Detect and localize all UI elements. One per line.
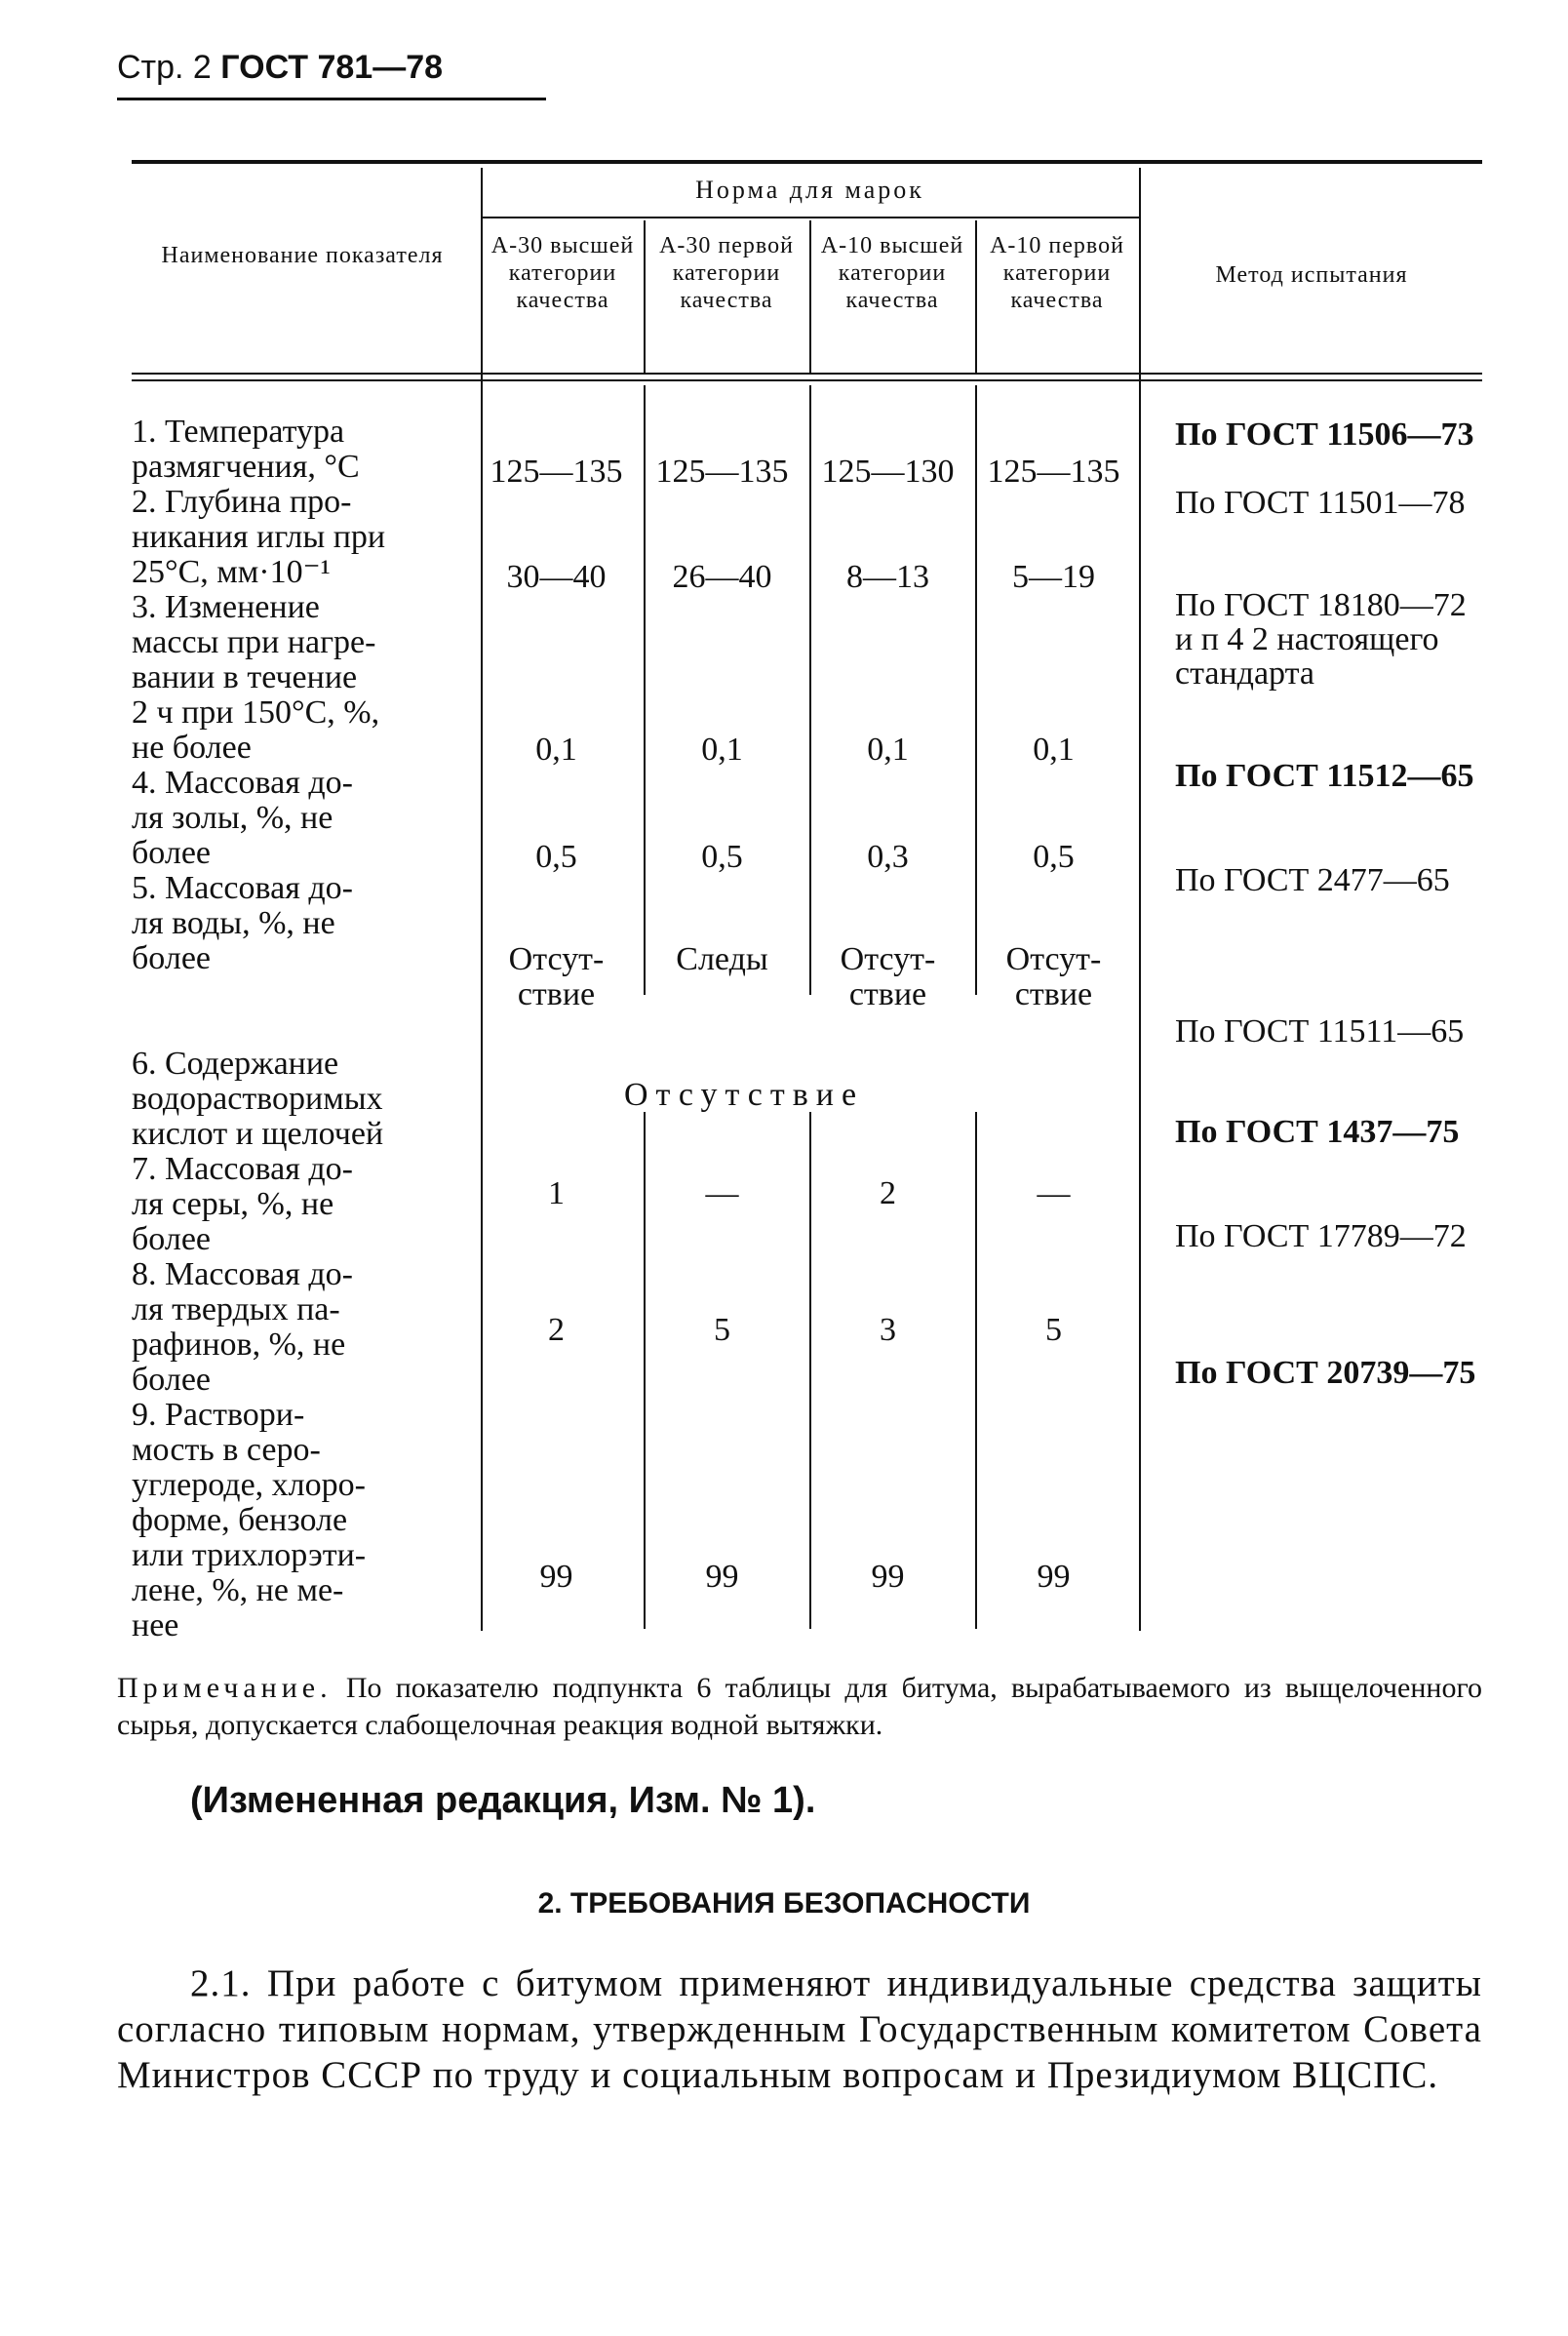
note-text: По показателю подпункта 6 таблицы для битума, вырабатываемого из выщелоченного сырья, допускается слабощелочная реакция водной вытяжки.: [117, 1672, 1482, 1741]
header-grade-1: A-30 высшей категории качества: [490, 233, 635, 313]
indicator-line: 2 ч при 150°С, %,: [132, 694, 380, 731]
method-1: По ГОСТ 11506—73: [1175, 416, 1474, 453]
standard-code: ГОСТ 781—78: [220, 49, 444, 86]
col-divider-4: [975, 220, 977, 373]
indicator-line: 6. Содержание: [132, 1046, 339, 1082]
indicator-line: углероде, хлоро-: [132, 1467, 366, 1503]
value-penetration-4: 5—19: [1012, 559, 1095, 595]
value-sulfur-3: 2: [880, 1175, 896, 1211]
indicator-line: 4. Массовая до-: [132, 765, 353, 801]
value-ash-3: 0,3: [867, 839, 909, 875]
header-norm: Норма для марок: [695, 176, 924, 204]
indicator-line: более: [132, 835, 211, 871]
method-3: По ГОСТ 18180—72 и п 4 2 настоящего стандарта: [1175, 587, 1467, 692]
indicator-line: 1. Температура: [132, 414, 345, 450]
col-divider-3: [809, 220, 811, 373]
note-lead: Примечание.: [117, 1672, 333, 1704]
header-grade-3: A-10 высшей категории качества: [820, 233, 964, 313]
value-ash-1: 0,5: [535, 839, 577, 875]
table-top-rule: [132, 160, 1482, 164]
indicator-line: нее: [132, 1607, 179, 1643]
indicator-line: массы при нагре-: [132, 624, 376, 660]
value-solubility-2: 99: [705, 1559, 739, 1595]
value-paraffin-4: 5: [1045, 1312, 1062, 1348]
value-mass-change-4: 0,1: [1033, 732, 1075, 768]
value-solubility-4: 99: [1037, 1559, 1071, 1595]
indicator-line: 25°С, мм·10⁻¹: [132, 554, 331, 590]
value-sulfur-4: —: [1037, 1175, 1071, 1211]
indicator-line: мость в серо-: [132, 1432, 321, 1468]
value-solubility-1: 99: [539, 1559, 573, 1595]
indicator-line: 5. Массовая до-: [132, 870, 353, 906]
method-5: По ГОСТ 2477—65: [1175, 862, 1450, 898]
value-water-3a: Отсут-: [840, 941, 936, 977]
method-2: По ГОСТ 11501—78: [1175, 485, 1466, 521]
norm-rule: [481, 217, 1139, 218]
value-softening-3: 125—130: [821, 454, 955, 490]
value-sulfur-2: —: [705, 1175, 739, 1211]
indicator-line: более: [132, 1221, 211, 1257]
value-water-2a: Следы: [676, 941, 768, 977]
value-softening-2: 125—135: [655, 454, 789, 490]
indicator-line: лене, %, не ме-: [132, 1572, 344, 1608]
col-divider-5: [1139, 168, 1141, 1631]
value-solubility-3: 99: [871, 1559, 905, 1595]
indicator-line: форме, бензоле: [132, 1502, 348, 1538]
value-water-1a: Отсут-: [508, 941, 605, 977]
indicator-line: ля золы, %, не: [132, 800, 333, 836]
value-softening-4: 125—135: [987, 454, 1120, 490]
method-4: По ГОСТ 11512—65: [1175, 758, 1474, 794]
indicator-line: [132, 1011, 453, 1047]
value-acids: Отсутствие: [624, 1077, 865, 1113]
value-penetration-2: 26—40: [672, 559, 772, 595]
page-header: [117, 49, 443, 87]
value-penetration-1: 30—40: [506, 559, 607, 595]
indicator-line: 8. Массовая до-: [132, 1256, 353, 1292]
value-mass-change-2: 0,1: [701, 732, 743, 768]
table-header-rule: [132, 373, 1482, 375]
indicator-line: ля воды, %, не: [132, 905, 335, 941]
value-paraffin-3: 3: [880, 1312, 896, 1348]
method-8: По ГОСТ 17789—72: [1175, 1218, 1467, 1254]
value-water-4b: ствие: [1014, 976, 1093, 1012]
value-water-4a: Отсут-: [1005, 941, 1102, 977]
value-mass-change-1: 0,1: [535, 732, 577, 768]
indicator-line: ля твердых па-: [132, 1291, 340, 1327]
value-penetration-3: 8—13: [846, 559, 929, 595]
indicator-line: [132, 976, 453, 1011]
indicator-column: [132, 415, 453, 1643]
header-indicator: Наименование показателя: [161, 243, 444, 268]
indicator-line: размягчения, °С: [132, 449, 360, 485]
value-mass-change-3: 0,1: [867, 732, 909, 768]
paragraph-text: 2.1. При работе с битумом применяют индивидуальные средства защиты согласно типовым нормам, утвержденным Государственным комитетом Совета Министров СССР по труду и социальным вопросам и Президиумом ВЦСПС.: [117, 1962, 1482, 2096]
page-number: Стр. 2: [117, 49, 212, 86]
header-rule: [117, 98, 546, 100]
indicator-line: 7. Массовая до-: [132, 1151, 353, 1187]
value-paraffin-1: 2: [548, 1312, 565, 1348]
col-divider-1: [481, 168, 483, 1631]
header-grade-2: A-30 первой категории качества: [659, 233, 794, 313]
indicator-line: кислот и щелочей: [132, 1116, 384, 1152]
indicator-line: вании в течение: [132, 659, 358, 695]
method-6: По ГОСТ 11511—65: [1175, 1013, 1465, 1049]
value-paraffin-2: 5: [714, 1312, 730, 1348]
value-softening-1: 125—135: [490, 454, 623, 490]
indicator-line: 9. Раствори-: [132, 1397, 305, 1433]
indicator-line: более: [132, 940, 211, 976]
indicator-line: водорастворимых: [132, 1081, 383, 1117]
value-sulfur-1: 1: [548, 1175, 565, 1211]
indicator-line: 2. Глубина про-: [132, 484, 352, 520]
value-ash-4: 0,5: [1033, 839, 1075, 875]
value-ash-2: 0,5: [701, 839, 743, 875]
indicator-line: 3. Изменение: [132, 589, 320, 625]
section-paragraph: [117, 1960, 1482, 2098]
method-9: По ГОСТ 20739—75: [1175, 1355, 1476, 1391]
indicator-line: ля серы, %, не: [132, 1186, 334, 1222]
indicator-line: не более: [132, 730, 252, 766]
amendment-note: (Измененная редакция, Изм. № 1).: [190, 1780, 816, 1821]
value-water-1b: ствие: [517, 976, 596, 1012]
indicator-line: никания иглы при: [132, 519, 386, 555]
indicator-line: рафинов, %, не: [132, 1326, 346, 1363]
method-7: По ГОСТ 1437—75: [1175, 1114, 1460, 1150]
indicator-line: более: [132, 1362, 211, 1398]
table-header-rule-double: [132, 379, 1482, 381]
value-water-3b: ствие: [848, 976, 927, 1012]
header-grade-4: A-10 первой категории качества: [990, 233, 1124, 313]
header-method: Метод испытания: [1215, 262, 1408, 288]
section-title: 2. ТРЕБОВАНИЯ БЕЗОПАСНОСТИ: [537, 1887, 1031, 1920]
table-note: [117, 1670, 1482, 1744]
col-divider-2: [644, 220, 646, 373]
indicator-line: или трихлорэти-: [132, 1537, 367, 1573]
